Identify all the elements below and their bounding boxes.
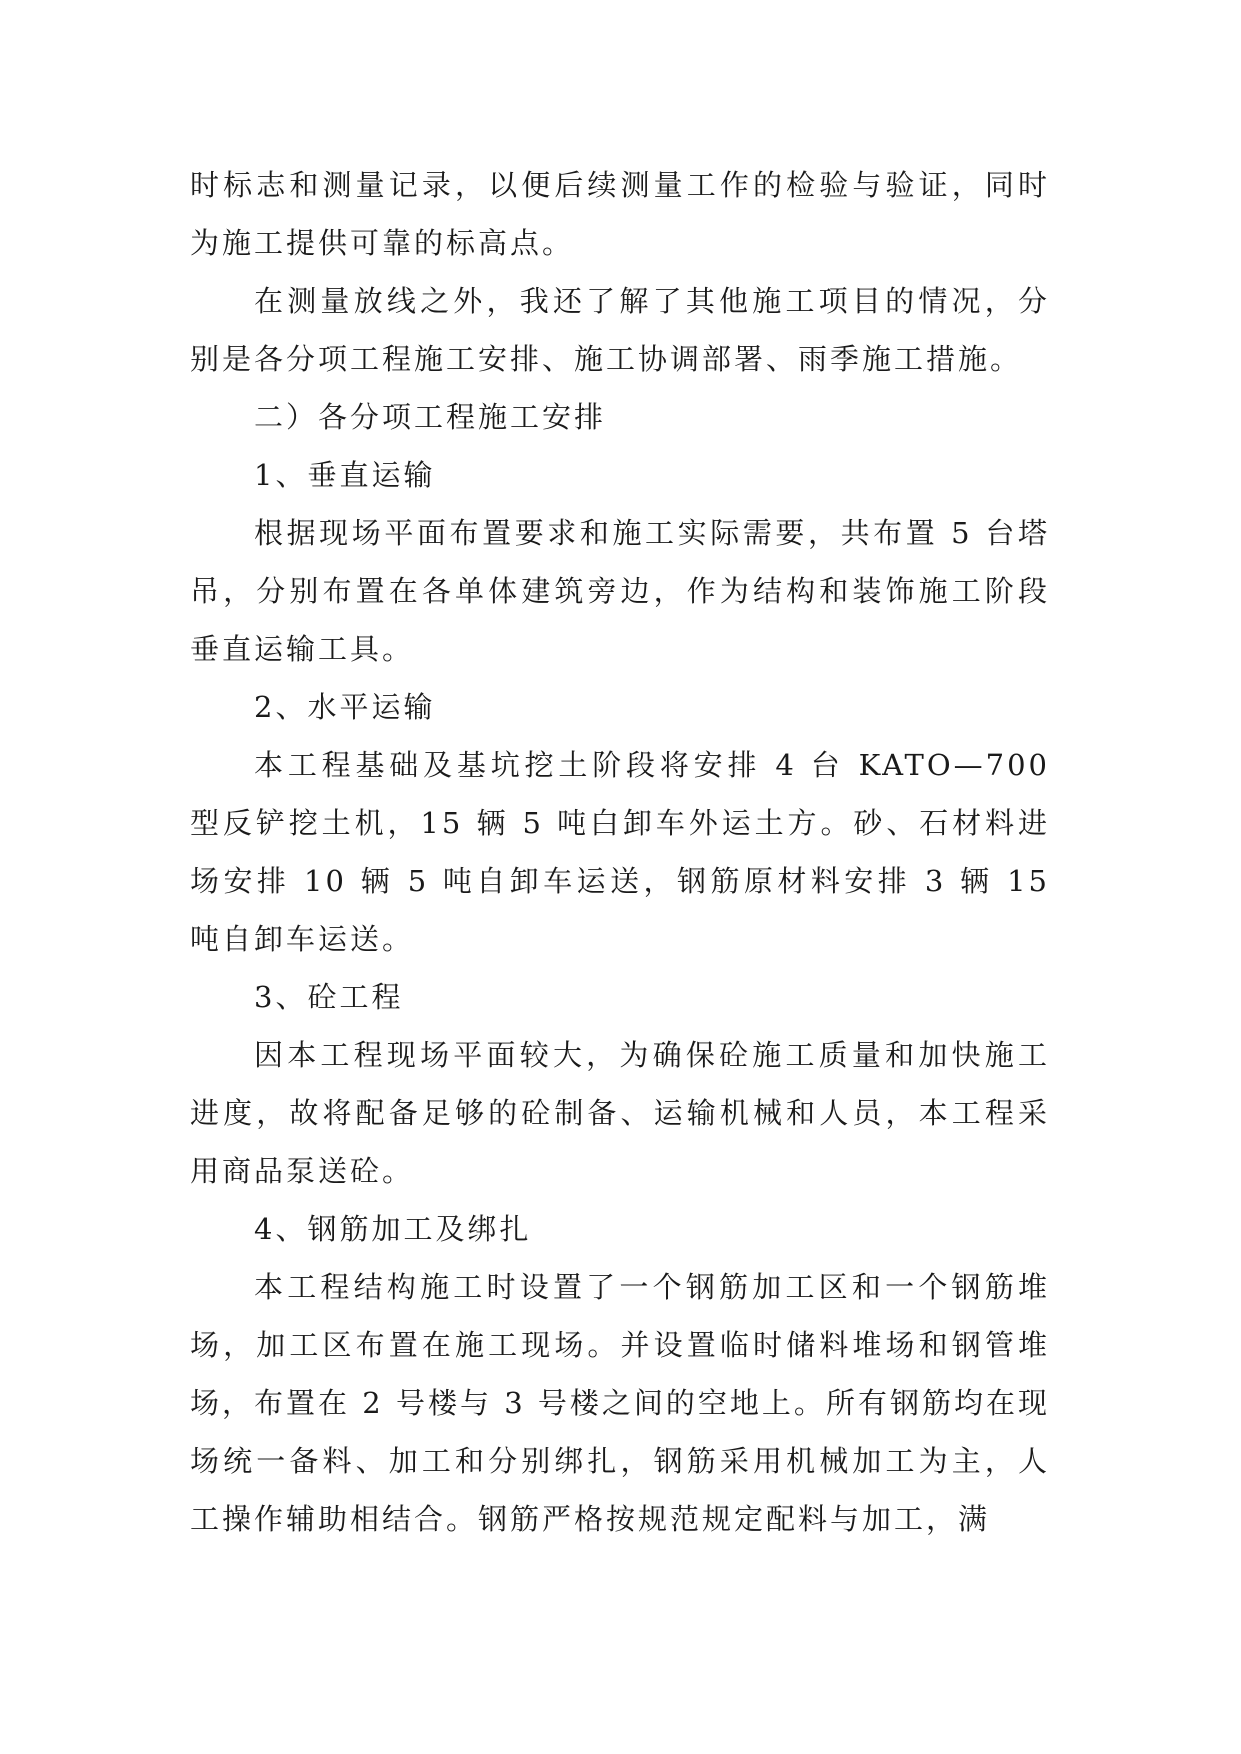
paragraph-horizontal-transport: 本工程基础及基坑挖土阶段将安排 4 台 KATO—700 型反铲挖土机，15 辆 5 吨白卸车外运土方。砂、石材料进场安排 10 辆 5 吨自卸车运送，钢筋原材料安排 3 辆 15 吨自卸车运送。 [190,748,1050,956]
subheading-vertical-transport: 1、垂直运输 [254,458,436,492]
subheading-horizontal-transport: 2、水平运输 [254,690,436,724]
paragraph-concrete: 因本工程现场平面较大，为确保砼施工质量和加快施工进度，故将配备足够的砼制备、运输机械和人员，本工程采用商品泵送砼。 [190,1038,1050,1188]
subheading-concrete: 3、砼工程 [254,980,404,1014]
paragraph-other-items: 在测量放线之外，我还了解了其他施工项目的情况，分别是各分项工程施工安排、施工协调部署、雨季施工措施。 [190,284,1050,376]
section-heading: 二）各分项工程施工安排 [254,400,607,434]
subheading-rebar: 4、钢筋加工及绑扎 [254,1212,532,1246]
document-body [190,156,1050,1548]
paragraph-vertical-transport: 根据现场平面布置要求和施工实际需要，共布置 5 台塔吊，分别布置在各单体建筑旁边，作为结构和装饰施工阶段垂直运输工具。 [190,516,1050,666]
paragraph-survey-markers: 时标志和测量记录，以便后续测量工作的检验与验证，同时为施工提供可靠的标高点。 [190,168,1050,260]
paragraph-rebar: 本工程结构施工时设置了一个钢筋加工区和一个钢筋堆场，加工区布置在施工现场。并设置临时储料堆场和钢管堆场，布置在 2 号楼与 3 号楼之间的空地上。所有钢筋均在现场统一备料、加工和分别绑扎，钢筋采用机械加工为主，人工操作辅助相结合。钢筋严格按规范规定配料与加工，满 [190,1270,1050,1536]
